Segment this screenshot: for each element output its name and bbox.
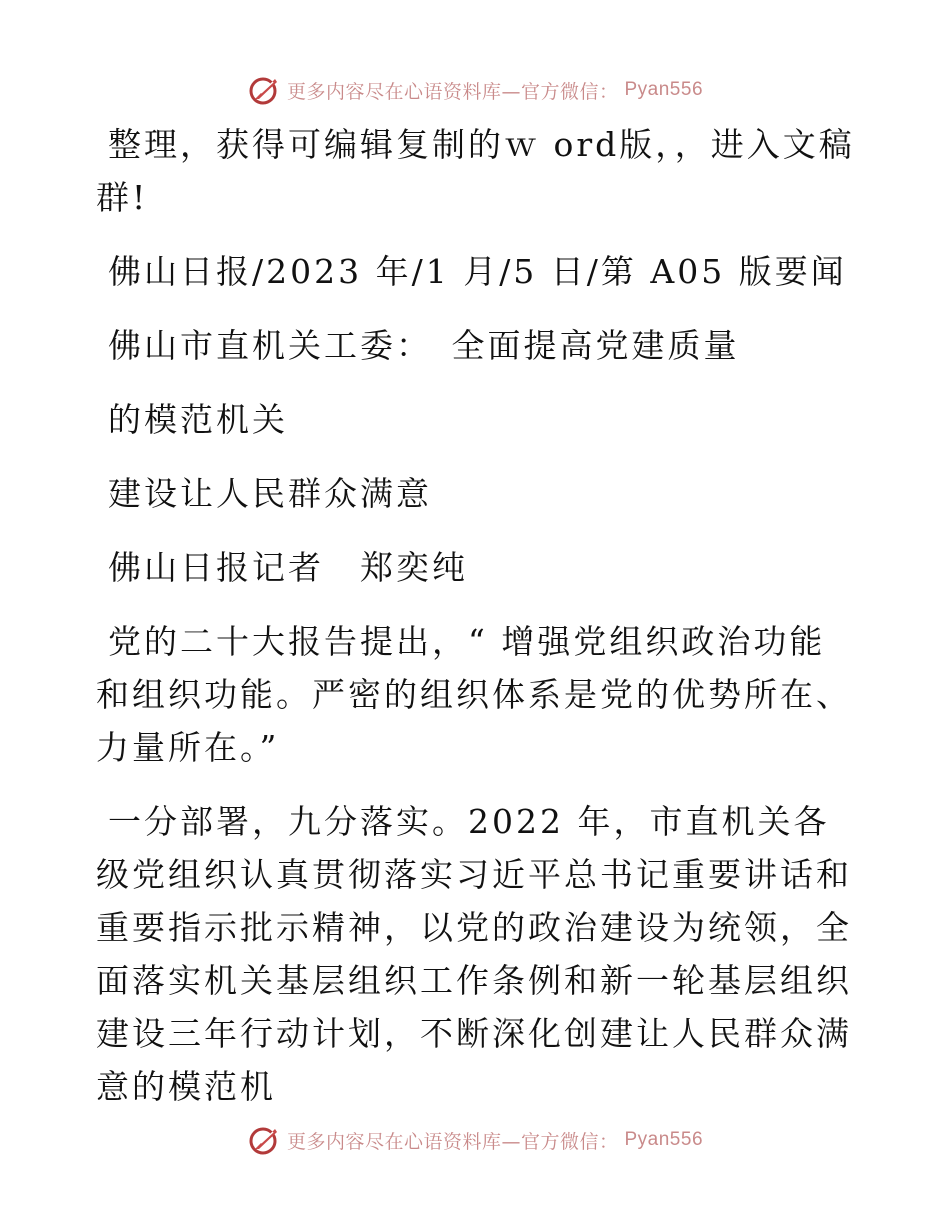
paragraph-intro: 整理，获得可编辑复制的ｗ ord版，，进入文稿群! bbox=[96, 125, 855, 217]
watermark-text: 更多内容尽在心语资料库—官方微信： bbox=[286, 1130, 619, 1153]
headline-line-3: 建设让人民群众满意 bbox=[108, 474, 432, 513]
byline: 佛山日报记者 郑奕纯 bbox=[108, 548, 468, 587]
watermark-id: Pyan556 bbox=[624, 1129, 704, 1150]
document-body bbox=[96, 118, 856, 1113]
watermark-id: Pyan556 bbox=[624, 79, 704, 100]
paragraph-body: 一分部署，九分落实。2022 年，市直机关各级党组织认真贯彻落实习近平总书记重要讲话和重要指示批示精神，以党的政治建设为统领，全面落实机关基层组织工作条例和新一轮基层组织建设三年行动计划，不断深化创建让人民群众满意的模范机 bbox=[96, 802, 852, 1106]
feather-quill-circle-icon bbox=[247, 1123, 281, 1157]
feather-quill-circle-icon bbox=[247, 73, 281, 107]
footer-watermark bbox=[0, 1120, 950, 1160]
headline-line-2: 的模范机关 bbox=[108, 400, 288, 439]
watermark-text: 更多内容尽在心语资料库—官方微信： bbox=[286, 80, 619, 103]
paragraph-quote: 党的二十大报告提出，“ 增强党组织政治功能和组织功能。严密的组织体系是党的优势所在、力量所在。” bbox=[96, 622, 852, 767]
headline-line-1: 佛山市直机关工委： 全面提高党建质量 bbox=[108, 326, 740, 365]
header-watermark bbox=[0, 70, 950, 110]
paragraph-source-line: 佛山日报/2023 年/1 月/5 日/第 A05 版要闻 bbox=[108, 252, 847, 291]
